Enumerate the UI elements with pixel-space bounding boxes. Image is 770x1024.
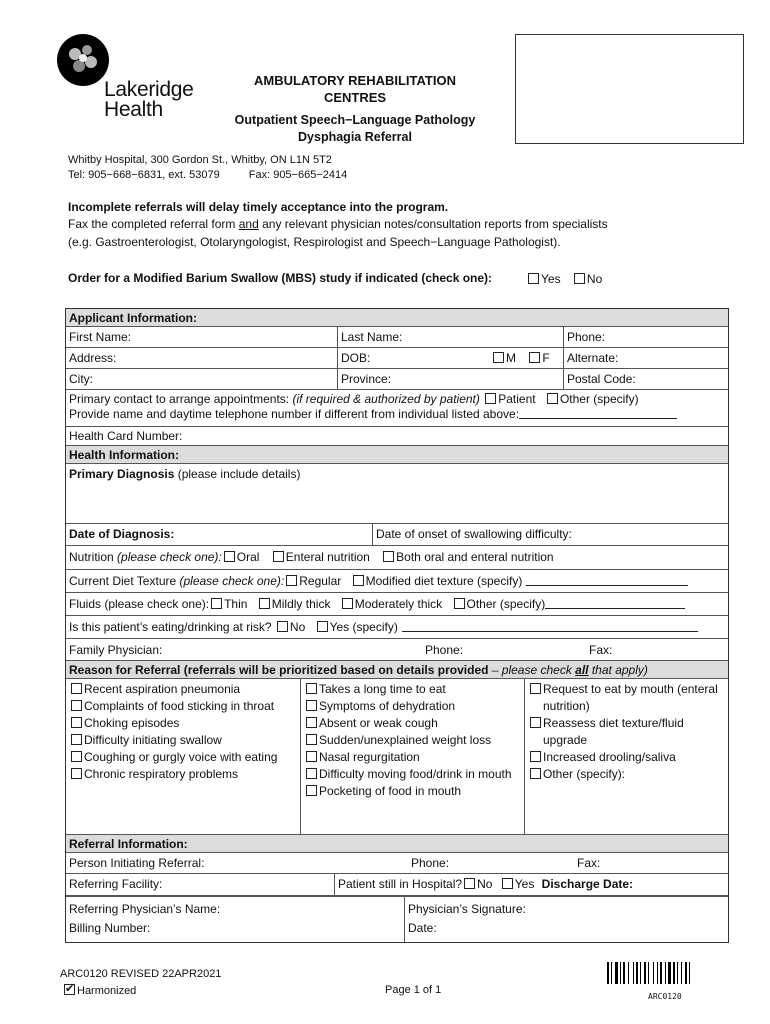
reason-label: Symptoms of dehydration <box>319 699 456 713</box>
risk-cell <box>66 616 728 638</box>
harmonized-checkbox[interactable] <box>64 984 75 995</box>
logo-line2: Health <box>104 98 163 121</box>
referral-date-field[interactable]: Date: <box>408 921 437 935</box>
harmonized-label: Harmonized <box>77 985 137 997</box>
physician-right <box>404 896 728 942</box>
stamp-box <box>515 34 744 144</box>
both-checkbox[interactable] <box>383 551 394 562</box>
reason-item <box>69 749 297 766</box>
mbs-options <box>526 272 602 286</box>
reason-label: Difficulty initiating swallow <box>84 733 222 747</box>
sex-f-checkbox[interactable] <box>529 352 540 363</box>
reason-item <box>304 698 521 715</box>
referral-fax-field[interactable]: Fax: <box>577 856 601 870</box>
facility-row <box>66 874 728 896</box>
provide-input[interactable] <box>519 408 677 419</box>
family-fax-field[interactable]: Fax: <box>589 643 613 657</box>
primary-dx-hint: (please include details) <box>174 467 301 481</box>
reason-item <box>304 749 521 766</box>
primary-dx-label: Primary Diagnosis <box>69 467 175 481</box>
fluids-other-label: Other (specify) <box>466 597 546 611</box>
reason-checkbox[interactable] <box>71 751 82 762</box>
moderately-label: Moderately thick <box>354 597 443 611</box>
still-yes-label: Yes <box>514 877 535 891</box>
risk-no-label: No <box>289 620 306 634</box>
risk-row <box>66 616 728 639</box>
diet-label: Current Diet Texture <box>69 574 180 588</box>
reason-checkbox[interactable] <box>530 768 541 779</box>
nutrition-hint: (please check one): <box>117 550 222 564</box>
mbs-no-checkbox[interactable] <box>574 273 585 284</box>
health-card-field[interactable]: Health Card Number: <box>69 429 183 443</box>
reason-block <box>66 679 728 835</box>
modified-checkbox[interactable] <box>353 575 364 586</box>
still-in-hospital-cell <box>334 874 728 895</box>
diet-row <box>66 570 728 593</box>
reason-label: Increased drooling/saliva <box>543 750 676 764</box>
reason-item <box>69 732 297 749</box>
primary-dx-row <box>66 464 728 524</box>
reason-label: Chronic respiratory problems <box>84 767 239 781</box>
physician-name-field[interactable]: Referring Physician’s Name: <box>69 902 221 916</box>
reason-checkbox[interactable] <box>306 768 317 779</box>
reason-header <box>66 661 728 679</box>
provide-label: Provide name and daytime telephone number if different from individual listed above: <box>69 407 520 421</box>
reason-item <box>69 715 297 732</box>
form-code: ARC0120 REVISED 22APR2021 <box>60 968 222 980</box>
applicant-header-text: Applicant Information: <box>69 311 197 325</box>
risk-yes-checkbox[interactable] <box>317 621 328 632</box>
reason-checkbox[interactable] <box>71 768 82 779</box>
reason-col2 <box>300 679 524 834</box>
last-name-field[interactable]: Last Name: <box>337 327 563 347</box>
reason-item <box>69 698 297 715</box>
notice-line2 <box>68 217 608 231</box>
province-field[interactable]: Province: <box>337 369 563 389</box>
person-initiating-field[interactable]: Person Initiating Referral: <box>69 856 205 870</box>
address-line: Whitby Hospital, 300 Gordon St., Whitby, ON L1N 5T2 <box>68 154 332 166</box>
reason-item <box>304 732 521 749</box>
family-phone-field[interactable]: Phone: <box>425 643 464 657</box>
moderately-checkbox[interactable] <box>342 598 353 609</box>
referral-form <box>65 308 729 943</box>
first-name-field[interactable]: First Name: <box>69 330 132 344</box>
still-no-label: No <box>477 877 493 891</box>
lakeridge-logo-icon <box>57 34 109 86</box>
reason-item <box>528 681 725 698</box>
risk-label: Is this patient’s eating/drinking at risk? <box>69 620 272 634</box>
enteral-checkbox[interactable] <box>273 551 284 562</box>
reason-item <box>304 783 521 800</box>
reason-label: Pocketing of food in mouth <box>319 784 462 798</box>
sex-m-label: M <box>506 351 516 365</box>
tel-number: Tel: 905−668−6831, ext. 53079 <box>68 169 220 181</box>
modified-label: Modified diet texture (specify) <box>365 574 523 588</box>
referral-header <box>66 835 728 853</box>
title-line1: AMBULATORY REHABILITATION <box>254 73 456 88</box>
notice-line2a: Fax the completed referral form <box>68 217 239 231</box>
contact-row <box>66 390 728 427</box>
page-number: Page 1 of 1 <box>385 984 442 996</box>
mbs-yes-checkbox[interactable] <box>528 273 539 284</box>
fluids-other-input[interactable] <box>545 598 685 609</box>
notice-line2c: any relevant physician notes/consultation reports from specialists <box>258 217 608 231</box>
regular-checkbox[interactable] <box>286 575 297 586</box>
reason-item <box>528 749 725 766</box>
barcode <box>607 962 728 990</box>
still-no-checkbox[interactable] <box>464 878 475 889</box>
health-card-row <box>66 427 728 446</box>
form-title <box>200 72 510 106</box>
health-header <box>66 446 728 464</box>
nutrition-row <box>66 546 728 570</box>
address-row <box>66 348 728 369</box>
dob-field[interactable]: DOB: <box>337 348 485 368</box>
contact-label: Primary contact to arrange appointments: <box>69 392 293 406</box>
reason-header-bold: Reason for Referral (referrals will be prioritized based on details provided <box>69 663 492 677</box>
reason-item <box>528 766 725 783</box>
reason-label: Reassess diet texture/fluid <box>543 716 684 730</box>
referral-phone-field[interactable]: Phone: <box>411 856 450 870</box>
sex-m-checkbox[interactable] <box>493 352 504 363</box>
modified-input[interactable] <box>526 575 688 586</box>
reason-item <box>69 681 297 698</box>
reason-checkbox[interactable] <box>71 734 82 745</box>
reason-item <box>304 681 521 698</box>
contact-other-label: Other (specify) <box>559 392 639 406</box>
referring-facility-field[interactable]: Referring Facility: <box>69 877 163 891</box>
notice-bold: Incomplete referrals will delay timely acceptance into the program. <box>68 200 449 214</box>
mbs-yes-label: Yes <box>541 272 561 286</box>
person-row <box>66 853 728 874</box>
applicant-header <box>66 309 728 327</box>
contact-patient-checkbox[interactable] <box>485 393 496 404</box>
billing-number-field[interactable]: Billing Number: <box>69 921 151 935</box>
still-yes-checkbox[interactable] <box>502 878 513 889</box>
diet-cell <box>66 570 728 592</box>
reason-label-cont: nutrition) <box>543 699 590 713</box>
title-line4: Dysphagia Referral <box>298 130 412 144</box>
thin-label: Thin <box>224 597 248 611</box>
notice-and: and <box>238 217 259 231</box>
family-physician-row <box>66 639 728 661</box>
reason-checkbox[interactable] <box>71 700 82 711</box>
barcode-text: ARC0120 <box>648 992 682 1001</box>
date-of-diagnosis-field[interactable]: Date of Diagnosis: <box>69 527 175 541</box>
logo-line1: Lakeridge <box>104 78 194 101</box>
mildly-checkbox[interactable] <box>259 598 270 609</box>
fax-number: Fax: 905−665−2414 <box>248 169 348 181</box>
reason-label: Absent or weak cough <box>319 716 438 730</box>
risk-input[interactable] <box>402 621 698 632</box>
city-field[interactable]: City: <box>69 372 93 386</box>
form-subtitle <box>200 112 510 146</box>
reason-checkbox[interactable] <box>306 683 317 694</box>
contact-cell <box>66 390 728 426</box>
reason-label: Request to eat by mouth (enteral <box>543 682 718 696</box>
reason-checkbox[interactable] <box>530 717 541 728</box>
reason-label: Difficulty moving food/drink in mouth <box>319 767 512 781</box>
still-label: Patient still in Hospital? <box>338 877 463 891</box>
reason-label: Other (specify): <box>543 767 626 781</box>
reason-col1 <box>66 679 300 834</box>
dx-date-row <box>66 524 728 546</box>
mbs-no-label: No <box>586 272 603 286</box>
reason-label: Takes a long time to eat <box>319 682 446 696</box>
reason-checkbox[interactable] <box>71 683 82 694</box>
physician-signature-field[interactable]: Physician’s Signature: <box>408 902 526 916</box>
reason-checkbox[interactable] <box>530 683 541 694</box>
name-row <box>66 327 728 348</box>
harmonized-row <box>62 984 136 997</box>
regular-label: Regular <box>299 574 342 588</box>
reason-checkbox[interactable] <box>530 751 541 762</box>
oral-label: Oral <box>236 550 260 564</box>
reason-label: Complaints of food sticking in throat <box>84 699 275 713</box>
fluids-label: Fluids (please check one): <box>69 597 210 611</box>
reason-label: Sudden/unexplained weight loss <box>319 733 492 747</box>
reason-item <box>69 766 297 783</box>
onset-date-field[interactable]: Date of onset of swallowing difficulty: <box>372 524 728 545</box>
fluids-row <box>66 593 728 616</box>
nutrition-label: Nutrition <box>69 550 118 564</box>
reason-label: Nasal regurgitation <box>319 750 420 764</box>
oral-checkbox[interactable] <box>224 551 235 562</box>
checkmark-icon: ✔ <box>65 983 75 995</box>
physician-left <box>66 896 404 942</box>
reason-header-italic1: – please check <box>491 663 576 677</box>
fluids-cell <box>66 593 728 615</box>
reason-header-all: all <box>575 663 589 677</box>
primary-dx-field[interactable] <box>66 464 303 523</box>
reason-label: Coughing or gurgly voice with eating <box>84 750 278 764</box>
reason-header-italic2: that apply) <box>588 663 648 677</box>
reason-checkbox[interactable] <box>306 751 317 762</box>
phone-field[interactable]: Phone: <box>563 327 728 347</box>
reason-item <box>528 715 725 732</box>
reason-item <box>304 715 521 732</box>
title-line2: CENTRES <box>323 90 387 105</box>
nutrition-cell <box>66 546 728 569</box>
risk-no-checkbox[interactable] <box>277 621 288 632</box>
mildly-label: Mildly thick <box>271 597 331 611</box>
reason-col3 <box>524 679 728 834</box>
sex-options <box>488 348 563 368</box>
risk-yes-label: Yes (specify) <box>329 620 398 634</box>
mbs-label: Order for a Modified Barium Swallow (MBS) study if indicated (check one): <box>68 271 493 285</box>
physician-block <box>66 896 728 942</box>
discharge-date-label: Discharge Date: <box>541 877 634 891</box>
reason-checkbox[interactable] <box>306 734 317 745</box>
enteral-label: Enteral nutrition <box>285 550 370 564</box>
contact-other-checkbox[interactable] <box>547 393 558 404</box>
health-header-text: Health Information: <box>69 448 179 462</box>
postal-code-field[interactable]: Postal Code: <box>563 369 728 389</box>
reason-checkbox[interactable] <box>71 717 82 728</box>
contact-label-italic: (if required & authorized by patient) <box>292 392 480 406</box>
thin-checkbox[interactable] <box>211 598 222 609</box>
title-line3: Outpatient Speech−Language Pathology <box>234 113 476 127</box>
address-field[interactable]: Address: <box>69 351 117 365</box>
phone-fax-line <box>68 169 347 181</box>
city-row <box>66 369 728 390</box>
reason-label: Recent aspiration pneumonia <box>84 682 241 696</box>
sex-f-label: F <box>542 351 550 365</box>
reason-label: Choking episodes <box>84 716 180 730</box>
reason-checkbox[interactable] <box>306 785 317 796</box>
family-physician-field[interactable]: Family Physician: <box>69 643 163 657</box>
reason-item <box>304 766 521 783</box>
diet-hint: (please check one): <box>179 574 285 588</box>
both-label: Both oral and enteral nutrition <box>396 550 554 564</box>
reason-label-cont: upgrade <box>543 733 588 747</box>
fluids-other-checkbox[interactable] <box>454 598 465 609</box>
reason-checkbox[interactable] <box>306 717 317 728</box>
alternate-field[interactable]: Alternate: <box>563 348 728 368</box>
reason-header-text <box>66 661 651 678</box>
notice-line3: (e.g. Gastroenterologist, Otolaryngologist, Respirologist and Speech−Language Pathologist). <box>68 235 561 249</box>
referral-header-text: Referral Information: <box>69 837 188 851</box>
reason-checkbox[interactable] <box>306 700 317 711</box>
contact-patient-label: Patient <box>498 392 536 406</box>
logo-wordmark <box>104 80 194 120</box>
